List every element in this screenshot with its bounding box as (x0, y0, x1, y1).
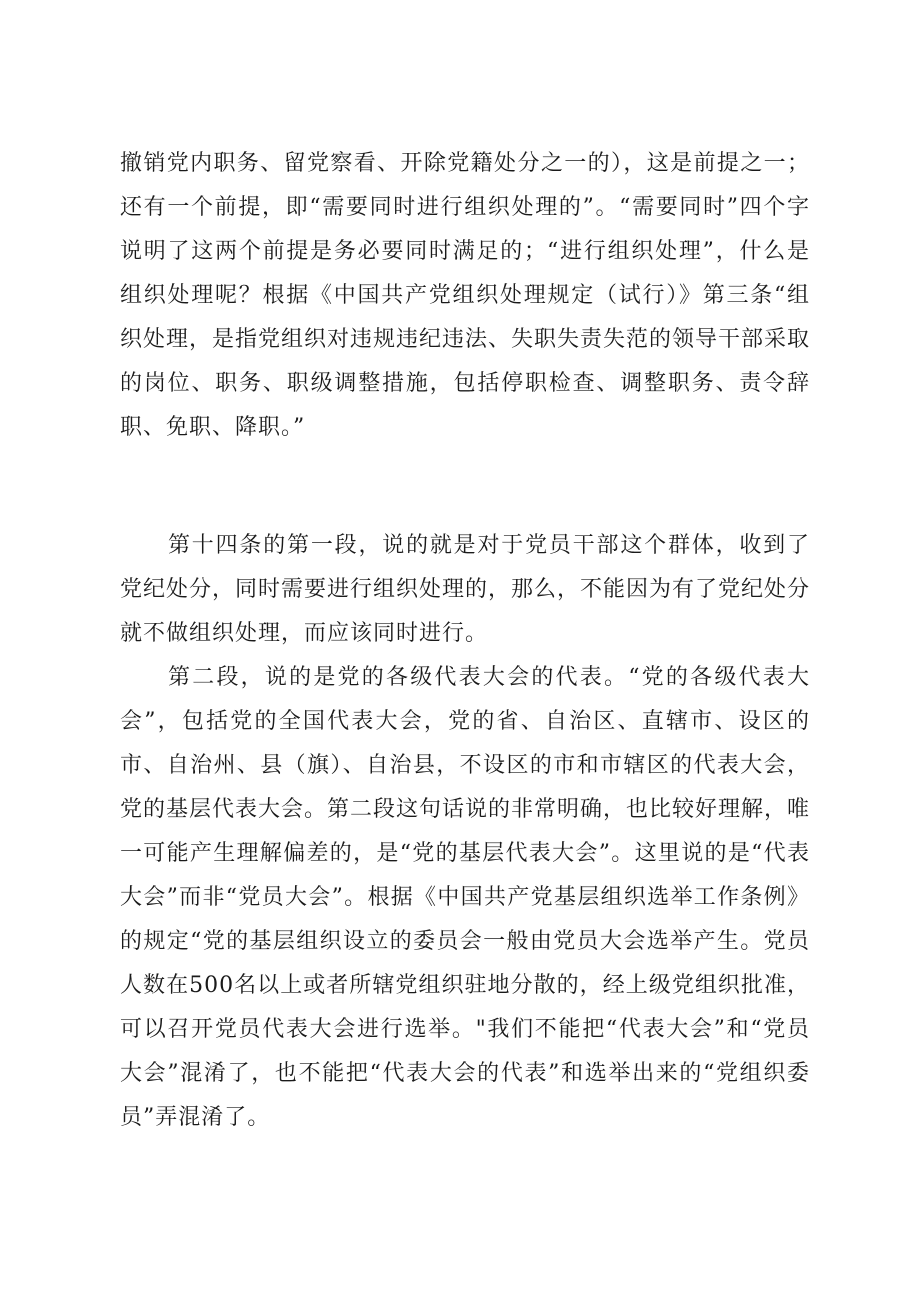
paragraph-organizational-handling: 撤销党内职务、留党察看、开除党籍处分之一的），这是前提之一；还有一个前提，即“需要同时进行组织处理的”。“需要同时”四个字说明了这两个前提是务必要同时满足的；“进行组织处理”，什么是组织处理呢？根据《中国共产党组织处理规定（试行）》第三条“组织处理，是指党组织对违规违纪违法、失职失责失范的领导干部采取的岗位、职务、职级调整措施，包括停职检查、调整职务、责令辞职、免职、降职。” (120, 151, 811, 440)
paragraph-second-section-delegates: 第二段，说的是党的各级代表大会的代表。“党的各级代表大会”，包括党的全国代表大会，党的省、自治区、直辖市、设区的市、自治州、县（旗）、自治县，不设区的市和市辖区的代表大会，党的基层代表大会。第二段这句话说的非常明确，也比较好理解，唯一可能产生理解偏差的，是“党的基层代表大会”。这里说的是“代表大会”而非“党员大会”。根据《中国共产党基层组织选举工作条例》的规定“党的基层组织设立的委员会一般由党员大会选举产生。党员人数在500名以上或者所辖党组织驻地分散的，经上级党组织批准，可以召开党员代表大会进行选举。"我们不能把“代表大会”和“党员大会”混淆了，也不能把“代表大会的代表”和选举出来的“党组织委员”弄混淆了。 (120, 665, 811, 1130)
paragraph-article-14-first-section: 第十四条的第一段，说的就是对于党员干部这个群体，收到了党纪处分，同时需要进行组织处理的，那么，不能因为有了党纪处分就不做组织处理，而应该同时进行。 (120, 533, 811, 646)
